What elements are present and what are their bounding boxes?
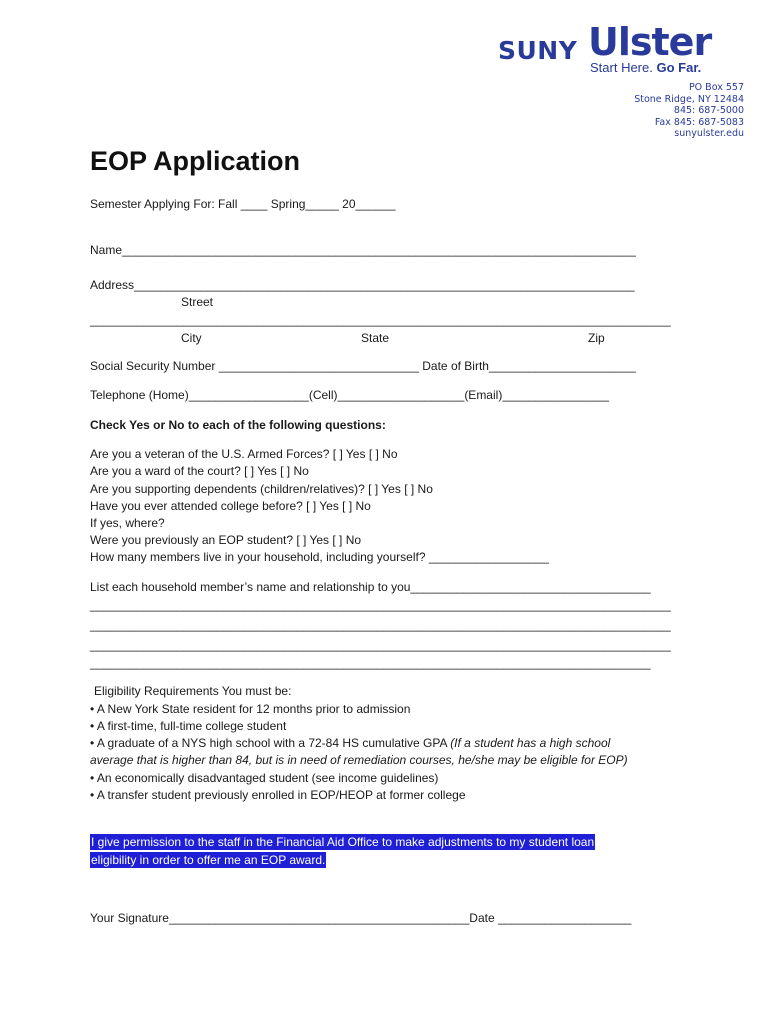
signature-field: Your Signature_____________________________________________Date ____________________ — [90, 911, 632, 925]
permission-statement-line1 — [90, 835, 595, 849]
permission-text: I give permission to the staff in the Financial Aid Office to make adjustments to my student loan — [91, 835, 595, 849]
eligibility-graduate-note: average that is higher than 84, but is in need of remediation courses, he/she may be eligible for EOP) — [90, 753, 628, 767]
eligibility-item: • An economically disadvantaged student (see income guidelines) — [90, 771, 439, 785]
name-field: Name_____________________________________________________________________________ — [90, 243, 636, 257]
zip-label: Zip — [588, 331, 605, 345]
question-ward: Are you a ward of the court? [ ] Yes [ ] No — [90, 464, 309, 478]
semester-field: Semester Applying For: Fall ____ Spring_____ 20______ — [90, 197, 396, 211]
logo-tagline — [590, 60, 701, 75]
street-label: Street — [181, 295, 214, 309]
logo-ulster-text: Ulster — [588, 20, 712, 64]
suny-ulster-logo — [496, 22, 748, 78]
question-household: How many members live in your household, including yourself? __________________ — [90, 550, 549, 564]
ssn-dob-field: Social Security Number ______________________________ Date of Birth______________________ — [90, 359, 636, 373]
household-line: _______________________________________________________________________________________ — [90, 598, 671, 612]
page-title: EOP Application — [90, 146, 301, 176]
eligibility-item: • A transfer student previously enrolled in EOP/HEOP at former college — [90, 788, 466, 802]
permission-text: eligibility in order to offer me an EOP award. — [91, 853, 326, 867]
tagline-go: Go Far. — [656, 60, 702, 75]
contact-website: sunyulster.edu — [674, 128, 744, 139]
contact-fax: Fax 845: 687-5083 — [654, 116, 744, 128]
eligibility-item: • A first-time, full-time college student — [90, 719, 287, 733]
questions-heading: Check Yes or No to each of the following questions: — [90, 418, 386, 432]
eligibility-item: • A New York State resident for 12 months prior to admission — [90, 702, 411, 716]
contact-block — [634, 82, 744, 140]
logo-suny-text: SUNY — [498, 36, 578, 65]
eligibility-graduate — [90, 736, 610, 750]
household-line: ____________________________________________________________________________________ — [90, 656, 651, 670]
household-line: _______________________________________________________________________________________ — [90, 618, 671, 632]
address-field: Address___________________________________________________________________________ — [90, 278, 635, 292]
question-college: Have you ever attended college before? [ ] Yes [ ] No — [90, 499, 371, 513]
contact-city: Stone Ridge, NY 12484 — [634, 93, 744, 105]
question-veteran: Are you a veteran of the U.S. Armed Forces? [ ] Yes [ ] No — [90, 447, 398, 461]
graduate-plain: • A graduate of a NYS high school with a 72-84 HS cumulative GPA — [90, 736, 451, 750]
contact-po-box: PO Box 557 — [688, 82, 744, 93]
telephone-field: Telephone (Home)__________________(Cell)___________________(Email)________________ — [90, 388, 610, 402]
address-line-2: _______________________________________________________________________________________ — [90, 313, 671, 327]
contact-phone: 845: 687-5000 — [673, 105, 744, 116]
question-eop: Were you previously an EOP student? [ ] Yes [ ] No — [90, 533, 362, 547]
graduate-italic: (If a student has a high school — [450, 736, 611, 750]
tagline-start: Start Here. — [590, 60, 653, 75]
household-prompt: List each household member’s name and relationship to you____________________________________ — [90, 580, 651, 594]
state-label: State — [361, 331, 390, 345]
permission-statement-line2 — [90, 853, 326, 867]
eligibility-heading: Eligibility Requirements You must be: — [94, 684, 292, 698]
city-label: City — [181, 331, 202, 345]
household-line: _______________________________________________________________________________________ — [90, 638, 671, 652]
question-dependents: Are you supporting dependents (children/relatives)? [ ] Yes [ ] No — [90, 482, 433, 496]
question-where: If yes, where? — [90, 516, 165, 530]
